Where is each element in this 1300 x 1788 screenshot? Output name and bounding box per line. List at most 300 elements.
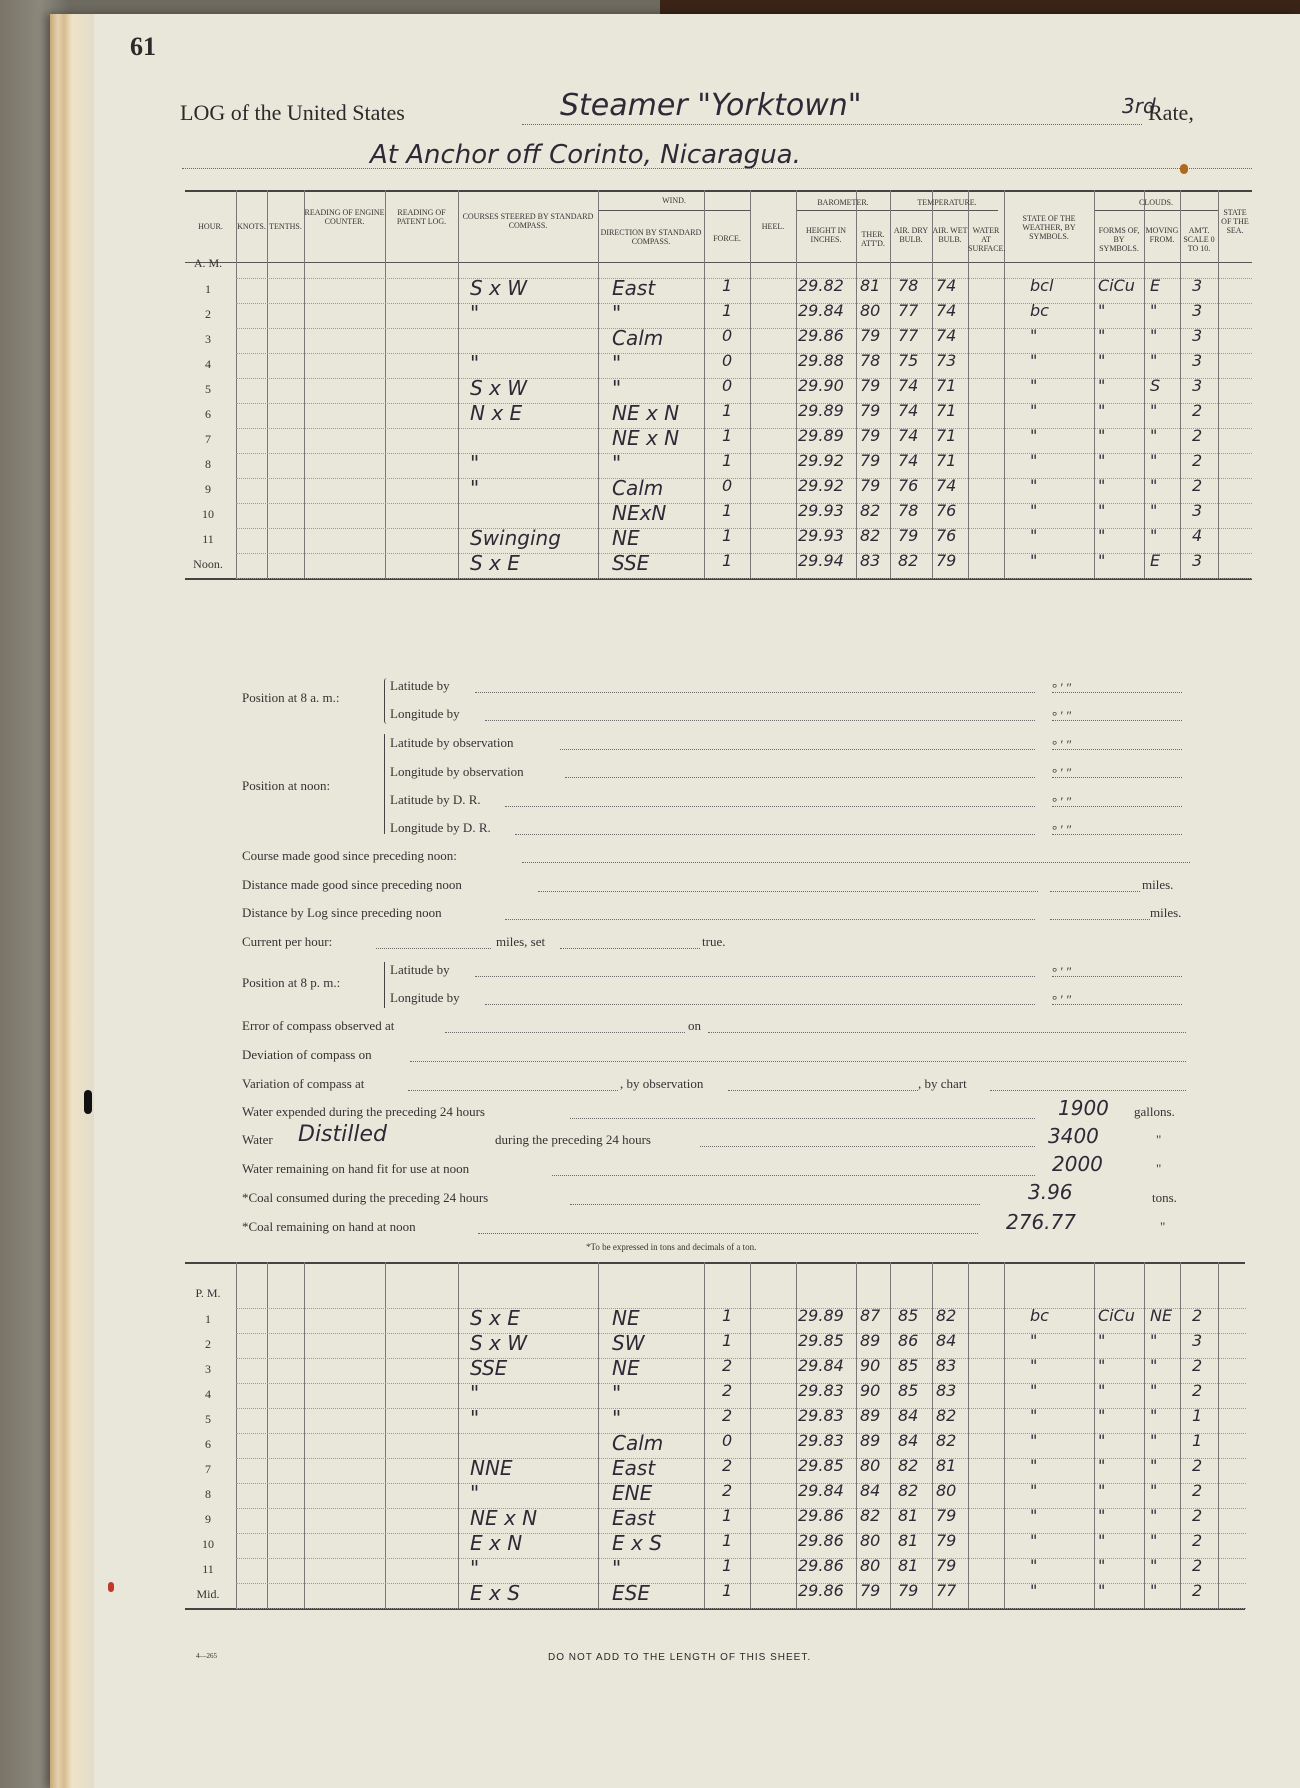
fill-line [505, 806, 1035, 807]
brace [384, 678, 389, 724]
am-cloud-forms: " [1098, 501, 1106, 520]
pm-direction: East [612, 1456, 656, 1480]
header-weather: STATE OF THE WEATHER, BY SYMBOLS. [1022, 214, 1076, 241]
vessel-name: Steamer "Yorktown" [560, 88, 862, 123]
gallons-unit: gallons. [1134, 1104, 1175, 1119]
header-engine-counter: READING OF ENGINE COUNTER. [304, 208, 385, 226]
fill-line [1050, 919, 1150, 920]
am-ther-attd: 79 [860, 401, 881, 420]
pm-cloud-amount: 3 [1192, 1331, 1203, 1350]
on-label: on [688, 1018, 701, 1033]
pm-cloud-forms: " [1098, 1481, 1106, 1500]
header-direction: DIRECTION BY STANDARD COMPASS. [600, 228, 702, 246]
degree-fields: ° ′ ″ [1052, 992, 1072, 1007]
pm-force: 2 [722, 1456, 733, 1475]
am-ther-attd: 79 [860, 426, 881, 445]
pm-col-line [750, 1262, 751, 1608]
pm-wet-bulb: 80 [936, 1481, 957, 1500]
pm-course: E x N [470, 1531, 523, 1555]
pm-cloud-amount: 2 [1192, 1556, 1203, 1575]
header-patent-log: READING OF PATENT LOG. [396, 208, 447, 226]
pm-dry-bulb: 82 [898, 1481, 919, 1500]
pm-cloud-moving: " [1150, 1556, 1158, 1575]
fill-line [376, 948, 491, 949]
am-direction: NE [612, 526, 640, 550]
pm-cloud-moving: " [1150, 1431, 1158, 1450]
am-course: S x E [470, 551, 520, 575]
pm-direction: East [612, 1506, 656, 1530]
am-weather: " [1030, 526, 1038, 545]
pm-row-line [236, 1558, 1246, 1559]
pm-cloud-moving: " [1150, 1481, 1158, 1500]
pm-row-line [236, 1433, 1246, 1434]
pm-force: 1 [722, 1506, 733, 1525]
am-force: 0 [722, 476, 733, 495]
am-cloud-moving: S [1150, 376, 1161, 395]
am-label: A. M. [193, 256, 223, 270]
am-force: 1 [722, 276, 733, 295]
pm-weather: " [1030, 1531, 1038, 1550]
pm-row-line [236, 1358, 1246, 1359]
water-distilled-rest: during the preceding 24 hours [495, 1132, 651, 1147]
pm-row-line [236, 1408, 1246, 1409]
pm-ther-attd: 87 [860, 1306, 881, 1325]
water-remaining-label: Water remaining on hand fit for use at noon [242, 1161, 470, 1176]
am-wet-bulb: 73 [936, 351, 957, 370]
am-ther-attd: 79 [860, 376, 881, 395]
pm-hour: 1 [205, 1312, 211, 1326]
pm-direction: ESE [612, 1581, 650, 1605]
pm-dry-bulb: 81 [898, 1556, 919, 1575]
pm-cloud-amount: 2 [1192, 1581, 1203, 1600]
am-direction: East [612, 276, 656, 300]
pm-dry-bulb: 84 [898, 1406, 919, 1425]
am-hour: 4 [205, 357, 211, 371]
pm-barometer: 29.83 [798, 1431, 844, 1450]
am-col-line [890, 190, 891, 578]
fill-line [570, 1204, 980, 1205]
pm-cloud-moving: " [1150, 1456, 1158, 1475]
ditto-mark: " [1156, 1161, 1162, 1176]
pm-ther-attd: 84 [860, 1481, 881, 1500]
pm-course: " [470, 1556, 480, 1580]
am-weather: bcl [1030, 276, 1054, 295]
degree-fields: ° ′ ″ [1052, 822, 1072, 837]
rate-value: 3rd [1122, 94, 1156, 118]
water-remaining-value: 2000 [1052, 1152, 1103, 1176]
header-moving: MOVING FROM. [1145, 226, 1179, 244]
pm-barometer: 29.86 [798, 1581, 844, 1600]
pm-force: 1 [722, 1581, 733, 1600]
pm-cloud-forms: " [1098, 1581, 1106, 1600]
am-cloud-amount: 3 [1192, 276, 1203, 295]
pm-dry-bulb: 81 [898, 1506, 919, 1525]
degree-line [1052, 834, 1182, 835]
pm-ther-attd: 89 [860, 1431, 881, 1450]
am-course: " [470, 451, 480, 475]
pm-weather: " [1030, 1581, 1038, 1600]
am-direction: " [612, 376, 622, 400]
pm-col-line [968, 1262, 969, 1608]
am-wet-bulb: 76 [936, 526, 957, 545]
am-barometer: 29.92 [798, 476, 844, 495]
clouds-subline [1094, 210, 1218, 211]
position-8pm-label: Position at 8 p. m.: [242, 975, 341, 990]
header-bottom-line [185, 262, 1252, 263]
am-cloud-amount: 3 [1192, 501, 1203, 520]
pm-ther-attd: 89 [860, 1406, 881, 1425]
am-dry-bulb: 76 [898, 476, 919, 495]
pm-cloud-forms: " [1098, 1431, 1106, 1450]
pm-cloud-amount: 2 [1192, 1531, 1203, 1550]
am-wet-bulb: 71 [936, 426, 957, 445]
am-cloud-amount: 3 [1192, 551, 1203, 570]
am-barometer: 29.89 [798, 401, 844, 420]
fill-line [552, 1175, 1035, 1176]
am-force: 0 [722, 326, 733, 345]
pm-row-line [236, 1608, 1246, 1609]
pm-hour: 5 [205, 1412, 211, 1426]
header-force: FORCE. [713, 234, 741, 243]
pm-barometer: 29.83 [798, 1406, 844, 1425]
am-hour: Noon. [193, 557, 223, 571]
table-top-line [185, 190, 1252, 192]
pm-force: 2 [722, 1381, 733, 1400]
am-direction: " [612, 351, 622, 375]
pm-course: S x W [470, 1331, 528, 1355]
pm-barometer: 29.86 [798, 1506, 844, 1525]
pm-direction: " [612, 1406, 622, 1430]
header-amount: AM'T. SCALE 0 TO 10. [1183, 226, 1215, 253]
by-observation-label: , by observation [620, 1076, 704, 1091]
pm-barometer: 29.86 [798, 1556, 844, 1575]
rate-label: Rate, [1148, 100, 1194, 125]
pm-cloud-moving: " [1150, 1381, 1158, 1400]
pm-dry-bulb: 82 [898, 1456, 919, 1475]
pm-cloud-moving: " [1150, 1506, 1158, 1525]
brace [384, 734, 389, 834]
pm-force: 2 [722, 1406, 733, 1425]
am-cloud-moving: " [1150, 301, 1158, 320]
am-cloud-moving: " [1150, 476, 1158, 495]
am-hour: 5 [205, 382, 211, 396]
am-weather: " [1030, 376, 1038, 395]
pm-wet-bulb: 79 [936, 1506, 957, 1525]
pm-col-line [598, 1262, 599, 1608]
pm-cloud-moving: " [1150, 1406, 1158, 1425]
pm-dry-bulb: 85 [898, 1381, 919, 1400]
am-direction: NE x N [612, 401, 680, 425]
pm-wet-bulb: 82 [936, 1306, 957, 1325]
am-barometer: 29.89 [798, 426, 844, 445]
pm-direction: E x S [612, 1531, 662, 1555]
am-direction: Calm [612, 326, 664, 350]
am-cloud-amount: 3 [1192, 326, 1203, 345]
ditto-mark: " [1156, 1132, 1162, 1147]
pm-wet-bulb: 79 [936, 1556, 957, 1575]
pm-cloud-moving: " [1150, 1331, 1158, 1350]
lat-by-8am: Latitude by [390, 678, 450, 693]
degree-line [1052, 720, 1182, 721]
fill-line [475, 976, 1035, 977]
pm-dry-bulb: 81 [898, 1531, 919, 1550]
long-by-8am: Longitude by [390, 706, 460, 721]
location: At Anchor off Corinto, Nicaragua. [370, 140, 801, 170]
pm-row-line [236, 1333, 1246, 1334]
am-barometer: 29.93 [798, 501, 844, 520]
am-direction: SSE [612, 551, 650, 575]
fill-line [475, 692, 1035, 693]
pm-force: 2 [722, 1481, 733, 1500]
am-col-line [1218, 190, 1219, 578]
header-temperature: TEMPERATURE. [917, 198, 977, 207]
degree-line [1052, 692, 1182, 693]
am-cloud-amount: 3 [1192, 376, 1203, 395]
pm-hour: 7 [205, 1462, 211, 1476]
am-cloud-forms: CiCu [1098, 276, 1135, 295]
pm-hour: Mid. [196, 1587, 220, 1601]
lat-dr: Latitude by D. R. [390, 792, 481, 807]
am-dry-bulb: 79 [898, 526, 919, 545]
pm-weather: " [1030, 1356, 1038, 1375]
pm-col-line [856, 1262, 857, 1608]
am-cloud-amount: 2 [1192, 476, 1203, 495]
header-dry-bulb: AIR. DRY BULB. [893, 226, 929, 244]
pm-weather: " [1030, 1506, 1038, 1525]
pm-row-line [236, 1383, 1246, 1384]
pm-course: " [470, 1381, 480, 1405]
page-edges [50, 14, 94, 1788]
am-cloud-forms: " [1098, 301, 1106, 320]
coal-consumed-label: *Coal consumed during the preceding 24 hours [242, 1190, 489, 1205]
pm-course: SSE [470, 1356, 508, 1380]
am-col-line [304, 190, 305, 578]
am-dry-bulb: 74 [898, 426, 919, 445]
fill-line [538, 891, 1038, 892]
pm-course: S x E [470, 1306, 520, 1330]
pm-row-line [236, 1508, 1246, 1509]
pm-cloud-forms: " [1098, 1531, 1106, 1550]
pm-course: NNE [470, 1456, 513, 1480]
am-cloud-moving: " [1150, 326, 1158, 345]
am-hour: 8 [205, 457, 211, 471]
fill-line [990, 1090, 1186, 1091]
pm-cloud-amount: 1 [1192, 1406, 1203, 1425]
pm-col-line [890, 1262, 891, 1608]
am-col-line [750, 190, 751, 578]
am-col-line [385, 190, 386, 578]
true-label: true. [702, 934, 726, 949]
am-ther-attd: 82 [860, 526, 881, 545]
am-col-line [796, 190, 797, 578]
pm-col-line [304, 1262, 305, 1608]
am-wet-bulb: 71 [936, 376, 957, 395]
fill-line [560, 749, 1035, 750]
am-weather: " [1030, 476, 1038, 495]
pm-hour: 3 [205, 1362, 211, 1376]
pm-ther-attd: 80 [860, 1531, 881, 1550]
am-dry-bulb: 82 [898, 551, 919, 570]
pm-ther-attd: 80 [860, 1556, 881, 1575]
pm-dry-bulb: 85 [898, 1356, 919, 1375]
pm-direction: " [612, 1556, 622, 1580]
am-cloud-forms: " [1098, 551, 1106, 570]
error-compass-label: Error of compass observed at [242, 1018, 395, 1033]
coal-consumed-value: 3.96 [1028, 1180, 1073, 1204]
am-cloud-forms: " [1098, 401, 1106, 420]
am-hour: 2 [205, 307, 211, 321]
pm-direction: " [612, 1381, 622, 1405]
am-hour: 3 [205, 332, 211, 346]
fill-line [565, 777, 1035, 778]
fill-line [522, 862, 1190, 863]
pm-hour: 9 [205, 1512, 211, 1526]
pm-cloud-forms: " [1098, 1331, 1106, 1350]
pm-hour: 2 [205, 1337, 211, 1351]
header-hour: HOUR. [198, 222, 223, 231]
fill-line [410, 1061, 1186, 1062]
header-courses: COURSES STEERED BY STANDARD COMPASS. [462, 212, 594, 230]
am-force: 1 [722, 501, 733, 520]
am-col-line [704, 190, 705, 578]
header-tenths: TENTHS. [269, 222, 302, 231]
am-weather: " [1030, 451, 1038, 470]
header-knots: KNOTS. [237, 222, 266, 231]
ink-dot [84, 1090, 92, 1114]
header-sea: STATE OF THE SEA. [1221, 208, 1249, 235]
pm-cloud-forms: " [1098, 1356, 1106, 1375]
pm-row-line [236, 1483, 1246, 1484]
pm-barometer: 29.85 [798, 1456, 844, 1475]
pm-wet-bulb: 79 [936, 1531, 957, 1550]
am-dry-bulb: 75 [898, 351, 919, 370]
pm-dry-bulb: 84 [898, 1431, 919, 1450]
am-cloud-amount: 3 [1192, 301, 1203, 320]
pm-ther-attd: 82 [860, 1506, 881, 1525]
am-cloud-moving: " [1150, 426, 1158, 445]
pm-force: 2 [722, 1356, 733, 1375]
am-col-line [458, 190, 459, 578]
am-direction: " [612, 451, 622, 475]
pm-col-line [932, 1262, 933, 1608]
pm-wet-bulb: 84 [936, 1331, 957, 1350]
am-cloud-amount: 4 [1192, 526, 1203, 545]
pm-wet-bulb: 81 [936, 1456, 957, 1475]
am-direction: NE x N [612, 426, 680, 450]
footer-note: DO NOT ADD TO THE LENGTH OF THIS SHEET. [548, 1652, 812, 1663]
ink-spot [1180, 164, 1188, 174]
pm-ther-attd: 89 [860, 1331, 881, 1350]
header-forms: FORMS OF, BY SYMBOLS. [1098, 226, 1140, 253]
am-ther-attd: 83 [860, 551, 881, 570]
am-weather: " [1030, 401, 1038, 420]
am-dry-bulb: 74 [898, 376, 919, 395]
am-cloud-amount: 2 [1192, 426, 1203, 445]
am-cloud-forms: " [1098, 526, 1106, 545]
pm-row-line [236, 1308, 1246, 1309]
header-ther: THER. ATT'D. [861, 230, 885, 248]
pm-cloud-forms: " [1098, 1406, 1106, 1425]
am-force: 1 [722, 301, 733, 320]
pm-direction: NE [612, 1306, 640, 1330]
am-course: " [470, 351, 480, 375]
am-cloud-amount: 3 [1192, 351, 1203, 370]
am-ther-attd: 82 [860, 501, 881, 520]
pm-ther-attd: 80 [860, 1456, 881, 1475]
pm-label: P. M. [195, 1286, 221, 1300]
pm-cloud-amount: 2 [1192, 1481, 1203, 1500]
am-wet-bulb: 76 [936, 501, 957, 520]
pm-dry-bulb: 79 [898, 1581, 919, 1600]
am-wet-bulb: 74 [936, 276, 957, 295]
water-distilled-value: 3400 [1048, 1124, 1099, 1148]
am-barometer: 29.92 [798, 451, 844, 470]
degree-fields: ° ′ ″ [1052, 737, 1072, 752]
am-dry-bulb: 77 [898, 301, 919, 320]
am-dry-bulb: 77 [898, 326, 919, 345]
water-expended-value: 1900 [1058, 1096, 1109, 1120]
fill-line [445, 1032, 685, 1033]
deviation-label: Deviation of compass on [242, 1047, 372, 1062]
pm-weather: " [1030, 1381, 1038, 1400]
pm-hour: 11 [202, 1562, 214, 1576]
am-wet-bulb: 79 [936, 551, 957, 570]
pm-barometer: 29.83 [798, 1381, 844, 1400]
degree-line [1052, 749, 1182, 750]
pm-barometer: 29.89 [798, 1306, 844, 1325]
pm-course: " [470, 1481, 480, 1505]
pm-ther-attd: 79 [860, 1581, 881, 1600]
fill-line [1050, 891, 1140, 892]
pm-weather: bc [1030, 1306, 1049, 1325]
am-force: 1 [722, 426, 733, 445]
am-cloud-moving: " [1150, 526, 1158, 545]
log-title: LOG of the United States [180, 100, 405, 125]
degree-line [1052, 806, 1182, 807]
coal-note: *To be expressed in tons and decimals of a ton. [586, 1242, 757, 1252]
am-course: " [470, 301, 480, 325]
am-barometer: 29.86 [798, 326, 844, 345]
am-col-line [932, 190, 933, 578]
am-cloud-moving: " [1150, 401, 1158, 420]
am-cloud-forms: " [1098, 351, 1106, 370]
pm-cloud-amount: 2 [1192, 1506, 1203, 1525]
am-cloud-forms: " [1098, 426, 1106, 445]
am-cloud-amount: 2 [1192, 401, 1203, 420]
pm-dry-bulb: 85 [898, 1306, 919, 1325]
pm-cloud-forms: " [1098, 1456, 1106, 1475]
pm-row-line [236, 1583, 1246, 1584]
am-cloud-forms: " [1098, 476, 1106, 495]
am-course: N x E [470, 401, 523, 425]
am-wet-bulb: 74 [936, 326, 957, 345]
pm-hour: 8 [205, 1487, 211, 1501]
pm-direction: NE [612, 1356, 640, 1380]
pm-barometer: 29.84 [798, 1481, 844, 1500]
pm-cloud-moving: " [1150, 1356, 1158, 1375]
pm-hour: 10 [202, 1537, 214, 1551]
pm-force: 1 [722, 1306, 733, 1325]
am-force: 1 [722, 451, 733, 470]
fill-line [515, 834, 1035, 835]
pm-col-line [1180, 1262, 1181, 1608]
pm-course: NE x N [470, 1506, 538, 1530]
fill-line [570, 1118, 1035, 1119]
am-barometer: 29.82 [798, 276, 844, 295]
pm-cloud-forms: CiCu [1098, 1306, 1135, 1325]
am-barometer: 29.94 [798, 551, 844, 570]
am-force: 0 [722, 376, 733, 395]
